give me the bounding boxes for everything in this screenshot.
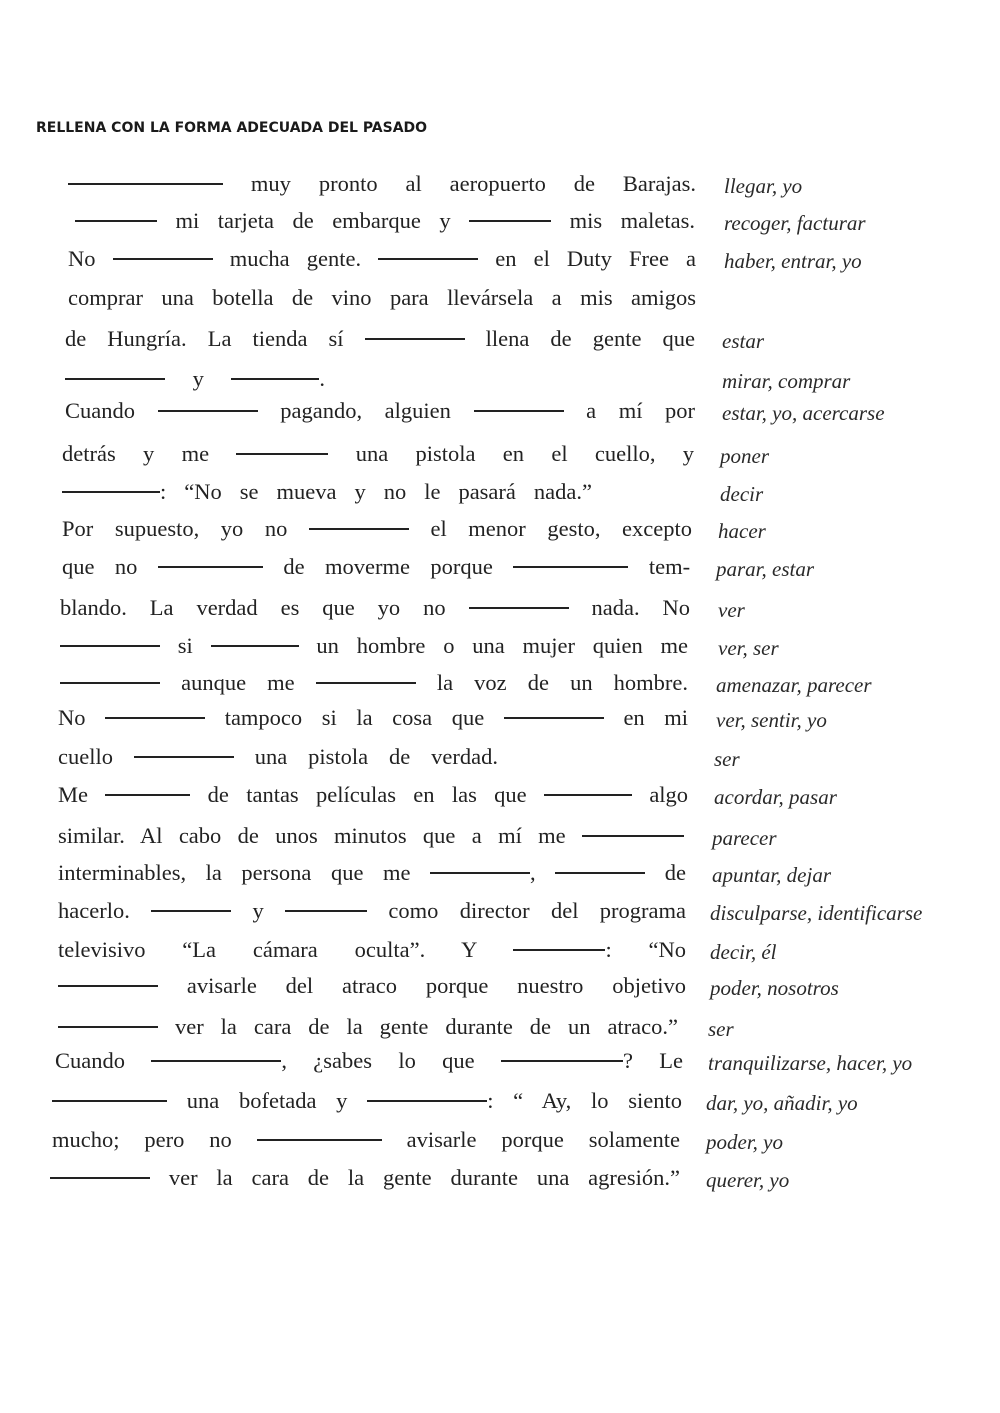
sentence-fragment: y [252,898,264,923]
sentence-fragment: a mí por [586,398,696,423]
sentence-fragment: detrás y me [62,441,210,466]
sentence-fragment: como director del programa [388,898,687,923]
answer-blank[interactable] [236,453,328,455]
sentence-fragment: mi tarjeta de embarque y [175,208,451,233]
answer-blank[interactable] [134,756,234,758]
verb-hint: dar, yo, añadir, yo [706,1091,858,1115]
sentence-fragment: , ¿sabes lo que [281,1048,475,1073]
sentence-text [60,590,690,626]
worksheet-title: RELLENA CON LA FORMA ADECUADA DEL PASADO [36,120,428,136]
sentence-fragment: algo [649,782,689,807]
sentence-fragment: de tantas películas en las que [207,782,527,807]
verb-hint: ver [718,598,745,622]
exercise-line [0,1009,1000,1045]
sentence-fragment: , [530,860,536,885]
sentence-fragment: avisarle porque solamente [406,1127,681,1152]
sentence-text [62,549,690,585]
sentence-fragment: : “ Ay, lo siento [487,1088,683,1113]
verb-hint: tranquilizarse, hacer, yo [708,1051,913,1075]
sentence-fragment: una pistola de verdad. [254,744,498,769]
sentence-text [58,932,686,968]
answer-blank[interactable] [68,183,223,185]
answer-blank[interactable] [513,566,628,568]
sentence-fragment: No [68,246,96,271]
sentence-fragment: blando. La verdad es que yo no [60,595,446,620]
answer-blank[interactable] [367,1100,487,1102]
verb-hint: mirar, comprar [722,369,851,393]
sentence-fragment: aunque me [181,670,295,695]
exercise-line [0,628,1000,664]
sentence-fragment: : “No se mueva y no le pasará nada.” [160,479,592,504]
sentence-fragment: de moverme porque [283,554,493,579]
answer-blank[interactable] [151,910,231,912]
exercise-line [0,968,1000,1004]
sentence-text [68,280,696,316]
exercise-line [0,321,1000,357]
answer-blank[interactable] [257,1139,382,1141]
sentence-fragment: tampoco si la cosa que [224,705,485,730]
sentence-text [58,739,498,775]
sentence-text [62,436,694,472]
exercise-line [0,665,1000,701]
answer-blank[interactable] [544,794,632,796]
answer-blank[interactable] [309,528,409,530]
sentence-text [58,700,688,736]
sentence-fragment: tem- [648,554,691,579]
sentence-text [62,474,592,510]
sentence-text [58,855,686,891]
exercise-line [0,818,1000,854]
sentence-text [75,203,695,239]
exercise-line [0,166,1000,202]
sentence-text [65,361,325,397]
exercise-line [0,1043,1000,1079]
exercise-line [0,932,1000,968]
sentence-text [60,665,688,701]
sentence-text [68,166,696,202]
verb-hint: parecer [712,826,777,850]
verb-hint: acordar, pasar [714,785,837,809]
sentence-text [52,1122,680,1158]
sentence-fragment: Cuando [55,1048,125,1073]
sentence-fragment: muy pronto al aeropuerto de Barajas. [250,171,696,196]
exercise-line [0,590,1000,626]
answer-blank[interactable] [58,985,158,987]
exercise-line [0,1160,1000,1196]
answer-blank[interactable] [513,949,605,951]
exercise-line [0,436,1000,472]
verb-hint: querer, yo [706,1168,790,1192]
verb-hint: ver, sentir, yo [716,708,827,732]
exercise-line [0,361,1000,397]
sentence-fragment: en mi [623,705,689,730]
sentence-fragment: y [192,366,204,391]
answer-blank[interactable] [469,220,551,222]
sentence-fragment: . [319,366,325,391]
sentence-text [58,818,684,854]
exercise-line [0,855,1000,891]
sentence-fragment: Me [58,782,88,807]
verb-hint: recoger, facturar [724,211,866,235]
answer-blank[interactable] [469,607,569,609]
answer-blank[interactable] [231,378,319,380]
sentence-fragment: avisarle del atraco porque nuestro objetivo [186,973,687,998]
sentence-fragment: de Hungría. La tienda sí [65,326,344,351]
sentence-fragment: interminables, la persona que me [58,860,411,885]
answer-blank[interactable] [365,338,465,340]
verb-hint: disculparse, identificarse [710,901,923,925]
exercise-line [0,280,1000,316]
sentence-fragment: mucha gente. [229,246,362,271]
sentence-fragment: mucho; pero no [52,1127,232,1152]
verb-hint: ver, ser [718,636,779,660]
sentence-fragment: en el Duty Free a [495,246,697,271]
sentence-text [65,321,695,357]
verb-hint: haber, entrar, yo [724,249,862,273]
answer-blank[interactable] [52,1100,167,1102]
exercise-line [0,241,1000,277]
sentence-fragment: hacerlo. [58,898,130,923]
exercise-line [0,549,1000,585]
exercise-line [0,511,1000,547]
verb-hint: llegar, yo [724,174,803,198]
sentence-fragment: cuello [58,744,113,769]
verb-hint: parar, estar [716,557,815,581]
sentence-fragment: televisivo “La cámara oculta”. Y [58,937,477,962]
verb-hint: decir, él [710,940,777,964]
sentence-fragment: un hombre o una mujer quien me [316,633,689,658]
sentence-fragment: nada. No [591,595,691,620]
answer-blank[interactable] [285,910,367,912]
answer-blank[interactable] [113,258,213,260]
exercise-line [0,739,1000,775]
sentence-text [62,511,692,547]
sentence-text [52,1083,682,1119]
sentence-fragment: comprar una botella de vino para llevársela a mis amigos [68,285,696,310]
answer-blank[interactable] [105,794,190,796]
answer-blank[interactable] [151,1060,281,1062]
answer-blank[interactable] [474,410,564,412]
answer-blank[interactable] [582,835,684,837]
exercise-line [0,474,1000,510]
sentence-fragment: llena de gente que [485,326,695,351]
sentence-text [58,893,686,929]
verb-hint: estar, yo, acercarse [722,401,885,425]
sentence-fragment: Por supuesto, yo no [62,516,288,541]
sentence-fragment: similar. Al cabo de unos minutos que a mí me [58,823,566,848]
verb-hint: ser [714,747,740,771]
sentence-fragment: una pistola en el cuello, y [355,441,695,466]
sentence-fragment: el menor gesto, excepto [430,516,693,541]
exercise-line [0,1122,1000,1158]
verb-hint: poner [720,444,769,468]
exercise-line [0,893,1000,929]
answer-blank[interactable] [316,682,416,684]
sentence-fragment: ? Le [622,1048,684,1073]
verb-hint: hacer [718,519,766,543]
answer-blank[interactable] [75,220,157,222]
sentence-fragment: Cuando [65,398,135,423]
verb-hint: ser [708,1017,734,1041]
sentence-text [60,628,688,664]
exercise-line [0,700,1000,736]
answer-blank[interactable] [60,682,160,684]
answer-blank[interactable] [58,1026,158,1028]
verb-hint: apuntar, dejar [712,863,832,887]
sentence-text [68,241,696,277]
sentence-fragment: que no [62,554,138,579]
sentence-fragment: de [664,860,687,885]
exercise-line [0,1083,1000,1119]
sentence-text [55,1043,683,1079]
answer-blank[interactable] [378,258,478,260]
answer-blank[interactable] [50,1177,150,1179]
answer-blank[interactable] [62,491,160,493]
sentence-fragment: No [58,705,86,730]
verb-hint: poder, nosotros [710,976,839,1000]
sentence-text [58,968,686,1004]
verb-hint: poder, yo [706,1130,783,1154]
answer-blank[interactable] [555,872,645,874]
verb-hint: decir [720,482,764,506]
sentence-text [58,1009,678,1045]
exercise-line [0,203,1000,239]
exercise-line [0,393,1000,429]
exercise-line [0,777,1000,813]
answer-blank[interactable] [430,872,530,874]
sentence-text [50,1160,680,1196]
answer-blank[interactable] [501,1060,623,1062]
verb-hint: amenazar, parecer [716,673,872,697]
sentence-fragment: ver la cara de la gente durante una agresión.” [168,1165,680,1190]
sentence-text [65,393,695,429]
answer-blank[interactable] [158,410,258,412]
sentence-fragment: la voz de un hombre. [436,670,689,695]
sentence-text [58,777,688,813]
answer-blank[interactable] [60,645,160,647]
sentence-fragment: mis maletas. [569,208,696,233]
sentence-fragment: si [177,633,193,658]
answer-blank[interactable] [504,717,604,719]
answer-blank[interactable] [65,378,165,380]
sentence-fragment: ver la cara de la gente durante de un atraco.” [174,1014,679,1039]
sentence-fragment: : “No [605,937,686,962]
verb-hint: estar [722,329,764,353]
sentence-fragment: pagando, alguien [280,398,451,423]
sentence-fragment: una bofetada y [186,1088,348,1113]
answer-blank[interactable] [105,717,205,719]
answer-blank[interactable] [211,645,299,647]
answer-blank[interactable] [158,566,263,568]
